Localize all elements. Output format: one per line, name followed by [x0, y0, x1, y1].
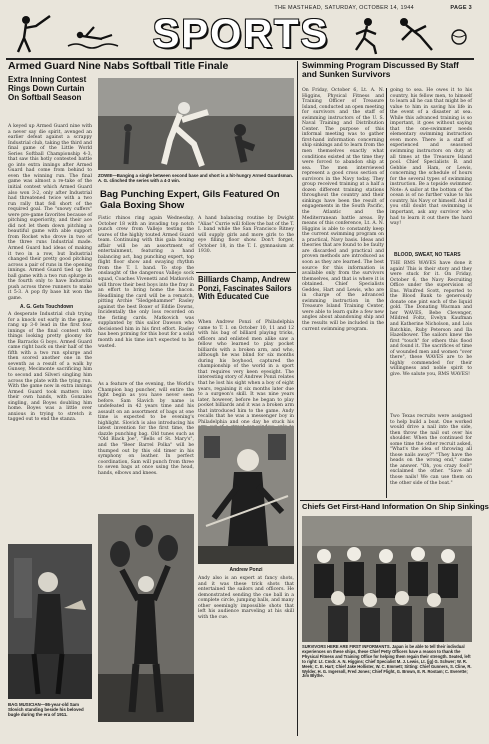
column-divider: [297, 61, 298, 736]
joke-body: Two Texas recruits were assigned to help build a boat. One worked would drive a nail into the side, then throw the nail out over his shoulder. When the continued for some time the other recruit asked, "What's the idea of throwing all those nails away?" "They have the heads on the wrong end," came the answer. "Oh, you crazy fool!" exclaimed the other. "Save all those nails! We can use them on the other side of the boat.": [390, 414, 472, 486]
swimming-body: On Friday, October 6, Lt. A. N. Higgins, Physical Fitness and Training Officer of Treasure Island, conducted an open meeting for survivors and the staff of swimming instructors of the U. S. Naval Training and Distribution Center. The purpose of this informal meeting was to gather first-hand information concerning ship sinkings and to learn from the men themselves exactly what conditions existed at the time they were forced to abandon ship at sea. The men interviewed represent a good cross section of survivors in the Navy today. They group received training at a half a dozen different training stations throughout the country and their sinkings have been the result of engagements in the South Pacific, the Atlantic and the Mediterranean battle areas. By means of this conference, Lt. A. N. Higgins is able to constantly keep the current swimming program on a practical, Navy basis. Ideas and theories that are found to be faulty are discarded and practical and proven methods are introduced as soon as they are learned. The best source for this information is available only from the survivors themselves, and that is where it is obtained. Chief Specialists Geddes, Hart and Lewis, who are in charge of the advanced swimming instruction in the Treasure Island Training Center, were able to learn quite a few new angles about abandoning ship and the results will be included in the current swimming program.: [302, 88, 384, 332]
chiefs-caption: SURVIVORS HERE ARE FIRST INFORMANTS. Japan is be able to tell their indivdual experiences on these ships, these Chief Petty Officers have a reason to thank the Physical Fitness and Training Office for helping them regain their strength. Seated, left to right: Lt. Cmdr. A. N. Higgins; Chief Specialist M. J. Lewis, Lt. (jg) G. Schwer; W. R. Meek; C. E. Hart; Chief Jake Hollister, W. C. Emmett; Sitting: Chief Gunners, S. Cline, R. Wylder, H. G. Ingersoll, Fred Jones; Chief Flight, G. Brown, E. R. Rostam; C. Everette; Jim Blythe.: [302, 644, 472, 679]
boxing-body-b: As a feature of the evening, the World's Champion bag puncher, will entire the fight begin as you have never seen before. Sam Slavich by name is undefeated in 42 years time and his assault on an assortment of bags at one time is expected to be evening's highlight. Slovich is also introducing his latest invention for the first time, the dazzle punching bag. Old tunes such as "Old Black Joe", "Bells of St. Mary's", and the "Beer Barrel Polka" will be thumped out by this old timer in his symphony on leather. In perfect coordination, Sam will punch from three to seven bags at once using the head, hands, elbows and knees.: [98, 382, 194, 476]
issue-line: THE MASTHEAD, SATURDAY, OCTOBER 14, 1944: [274, 5, 414, 11]
boxing-body-c: A hand balancing routine by Dwight "Alias" Currie will follow the bat of the T. I. band while the San Francisco Ritney will supply girls and more girls to the eye filling floor show. Don't forget, October 18, in the T. I. gymnasium at 1930.: [198, 216, 294, 255]
bugle-photo: [8, 544, 92, 699]
softball-photo-caption: ZOWIE—Banging a single between second base and short is a hit-hungry Armed Guardsman. A. G. clinched the series with a 4-3 win.: [98, 173, 294, 184]
softball-subheading: A. G. Gets Touchdown: [20, 304, 74, 310]
andrew-ponzi-photo: [198, 426, 294, 564]
newspaper-page: [6, 4, 489, 740]
swimming-col-divider: [386, 88, 387, 498]
blood-bank-heading: BLOOD, SWEAT, NO TEARS: [394, 252, 461, 258]
billiards-body: When Andrew Ponzi of Philadelphia came to T. I. on October 10, 11 and 12 with his bag of billiard playing tricks, officers and enlisted men alike saw a fellow who learned to play pocket billiards with a broken arm, and who, although he was blind for six months during his boyhood, captured the championship of the world in a sport that requires very keen eyesight. The interesting story of Andrew Ponzi relates that he lost his sight when a boy of eight years, regaining it six months later due to a surgeon's skill. It was nine years later, however, before he began to play pocket billiards and it was a broken arm that introduced him to the game. Andy recalls that he was a messenger boy in Philadelphia and one day he stuck his: [198, 320, 294, 425]
blood-bank-body: THE RMS WAVES have done it again! This is their story and they were stuck for it. On Friday, October 6, the Navy Recruiting Office under the supervision of Ens. Winifred Scott, reported to the Blood Bank to generously donate one pint each of the liquid gold. The Donating Wacman and her WAVES, Bebe Clevenger, Mildred Foltz, Evelyn Kaufman and Katherine Nicholson, and Lois Batchkin, Ruby Peterson and Ila Hazelbower. The sailors knew the first "touch" for others this flood and found it. The sacrifices of time of wounded men and women "over there", these WAVES are to be highly commended for their willingness and noble spirit to give. We salute you, RMS WAVES!: [390, 261, 472, 377]
section-title: SPORTS: [152, 12, 330, 56]
ball-icon: [450, 28, 468, 46]
swimming-headline: Swimming Program Discussed By Staff and Sunken Survivors: [302, 60, 459, 80]
page-number: PAGE 3: [450, 5, 472, 11]
bugle-caption: BAG MUSICIAN—86-year-old Sam Slovich standing beside his beloved bugle during the era of 1911.: [8, 702, 84, 718]
boxing-headline: Bag Punching Expert, Gils Featured On Gala Boxing Show: [100, 189, 280, 211]
billiards-body-continued: Andy also is an expert at fancy shots, and it was these trick shots that entertained the sailors and officers. He demonstrated sending the cue ball in a complete circle, jumping balls, and many other seemingly impossible shots that left his audience marveling at his skill with the cue.: [198, 576, 294, 620]
swimmer-figure-icon: [66, 24, 122, 52]
sports-banner: [6, 14, 474, 56]
softball-article-body-2: A desperate Industrial club trying for a knock out early in the game, rang up 3-0 lead in the first four innings of the final contest with things looking pretty gloomy for the Barracks G boys. Armed Guard came right back on their half of the fifth with a two run splurge and then scored another one in the seventh as a result of a walk by Gunsey, Mecimonte sacrificing him to second and Silveri singling him across the plate with the tying run. With the game now in extra innings Armed Guard took matters into their own hands, with Gonzales singling, and Boyes doubling him home. Boyes was a little over anxious in trying to stretch it tagged out to end the stanza.: [8, 312, 92, 423]
diver-figure-icon: [392, 14, 438, 56]
bag-puncher-photo: [98, 514, 194, 722]
swimming-body-b: going to sea. He owes it to his country, his fellow men, to himself to learn all he can that might be of value to him in saving his life in the event of a disaster at sea. While this advanced training is so important, it goes without saying that the one-swimmer needs elementary swimming instruction even more. There is a staff of experienced and seasoned swimming instructors on duty at all times at the Treasure Island pool. Chief Specialists B. and Gebbie and Ham, or Lewis, concerning the schedule of hours for the several types of swimming instruction. Be a topside swimmer. Note: A sailor at the bottom of the ocean is of no further value to his country, his Navy or himself. And if you still doubt that swimming is important, ask any survivor who had to learn it out there the hard way!: [390, 88, 472, 227]
chiefs-group-photo: [302, 516, 472, 642]
boxing-body-a: Fistic rhinos ring again Wednesday, October 18 with an invading top notch punch crew from Vallejo testing the wares of the highly touted Armed Guard team. Continuing with this gala boxing affair will be an assortment of entertainment, featuring a hand balancing act, bag punching expert, top flight floor show and swaying rhythm from the T. I. band. To stop the onslaught of the dangerous Vallejo sock squad, Coaches Vivenetti and Matkovich will throw their best boys into the fray in an effort to bring home the bacon. Headlining the card will be a rematch, pitting Archie "Sledgehammer" Rasley against the best Boxer of Eddie Downs, Incidentally the only loss recorded on the fisting cards. Matkovich was supplanted by this sailor Dawson who decisioned him in his first effort. Rasley has been priming for this bout for a solid month and his time isn't expected to be wasted.: [98, 216, 194, 349]
chiefs-rule: [300, 500, 474, 501]
billiards-headline: Billiards Champ, Andrew Ponzi, Fascinates Sailors With Educated Cue: [198, 275, 292, 302]
chiefs-headline: Chiefs Get First-Hand Information On Ship Sinkings: [302, 502, 489, 511]
ponzi-photo-label: Andrew Ponzi: [229, 567, 263, 573]
softball-subheadline: Extra Inning Contest Rings Down Curtain On Softball Season: [8, 75, 87, 102]
runner-figure-icon: [350, 16, 384, 56]
billiards-rule: [196, 272, 296, 273]
softball-article-body: A keyed up Armed Guard nine with a never say die spirit, avenged an earlier defeat against a scrappy Industrial club, taking the third and final game of the Little World Series Softball Championship 4-3, that saw this hotly contested battle go into extra innings after Armed Guard had come from behind to even the winning run. The final game was almost a re-take of the initial contest which Armed Guard also won 3-2, only after Industrial had threatened twice with a two run rally that fell short of the required goal. The "snowy cuffers" were pre-game favorites because of pitching superiority, and their ace did not let them down pitching a beautiful game with able support from Rocket who drove in two of the three runs Industrial made. Armed Guard had ideas of making it two in a row, but Industrial changed their pretty good pitching across a pair of runs in the opening innings. Armed Guard tied up the ball game with a two run splurge in the fourth only to have Industrial push across three runners to make it 5-3. A pop fly base hit won the game.: [8, 124, 92, 301]
softball-action-photo: [98, 78, 294, 170]
softball-headline: Armed Guard Nine Nabs Softball Title Finale: [8, 60, 229, 72]
golfer-figure-icon: [10, 14, 56, 56]
